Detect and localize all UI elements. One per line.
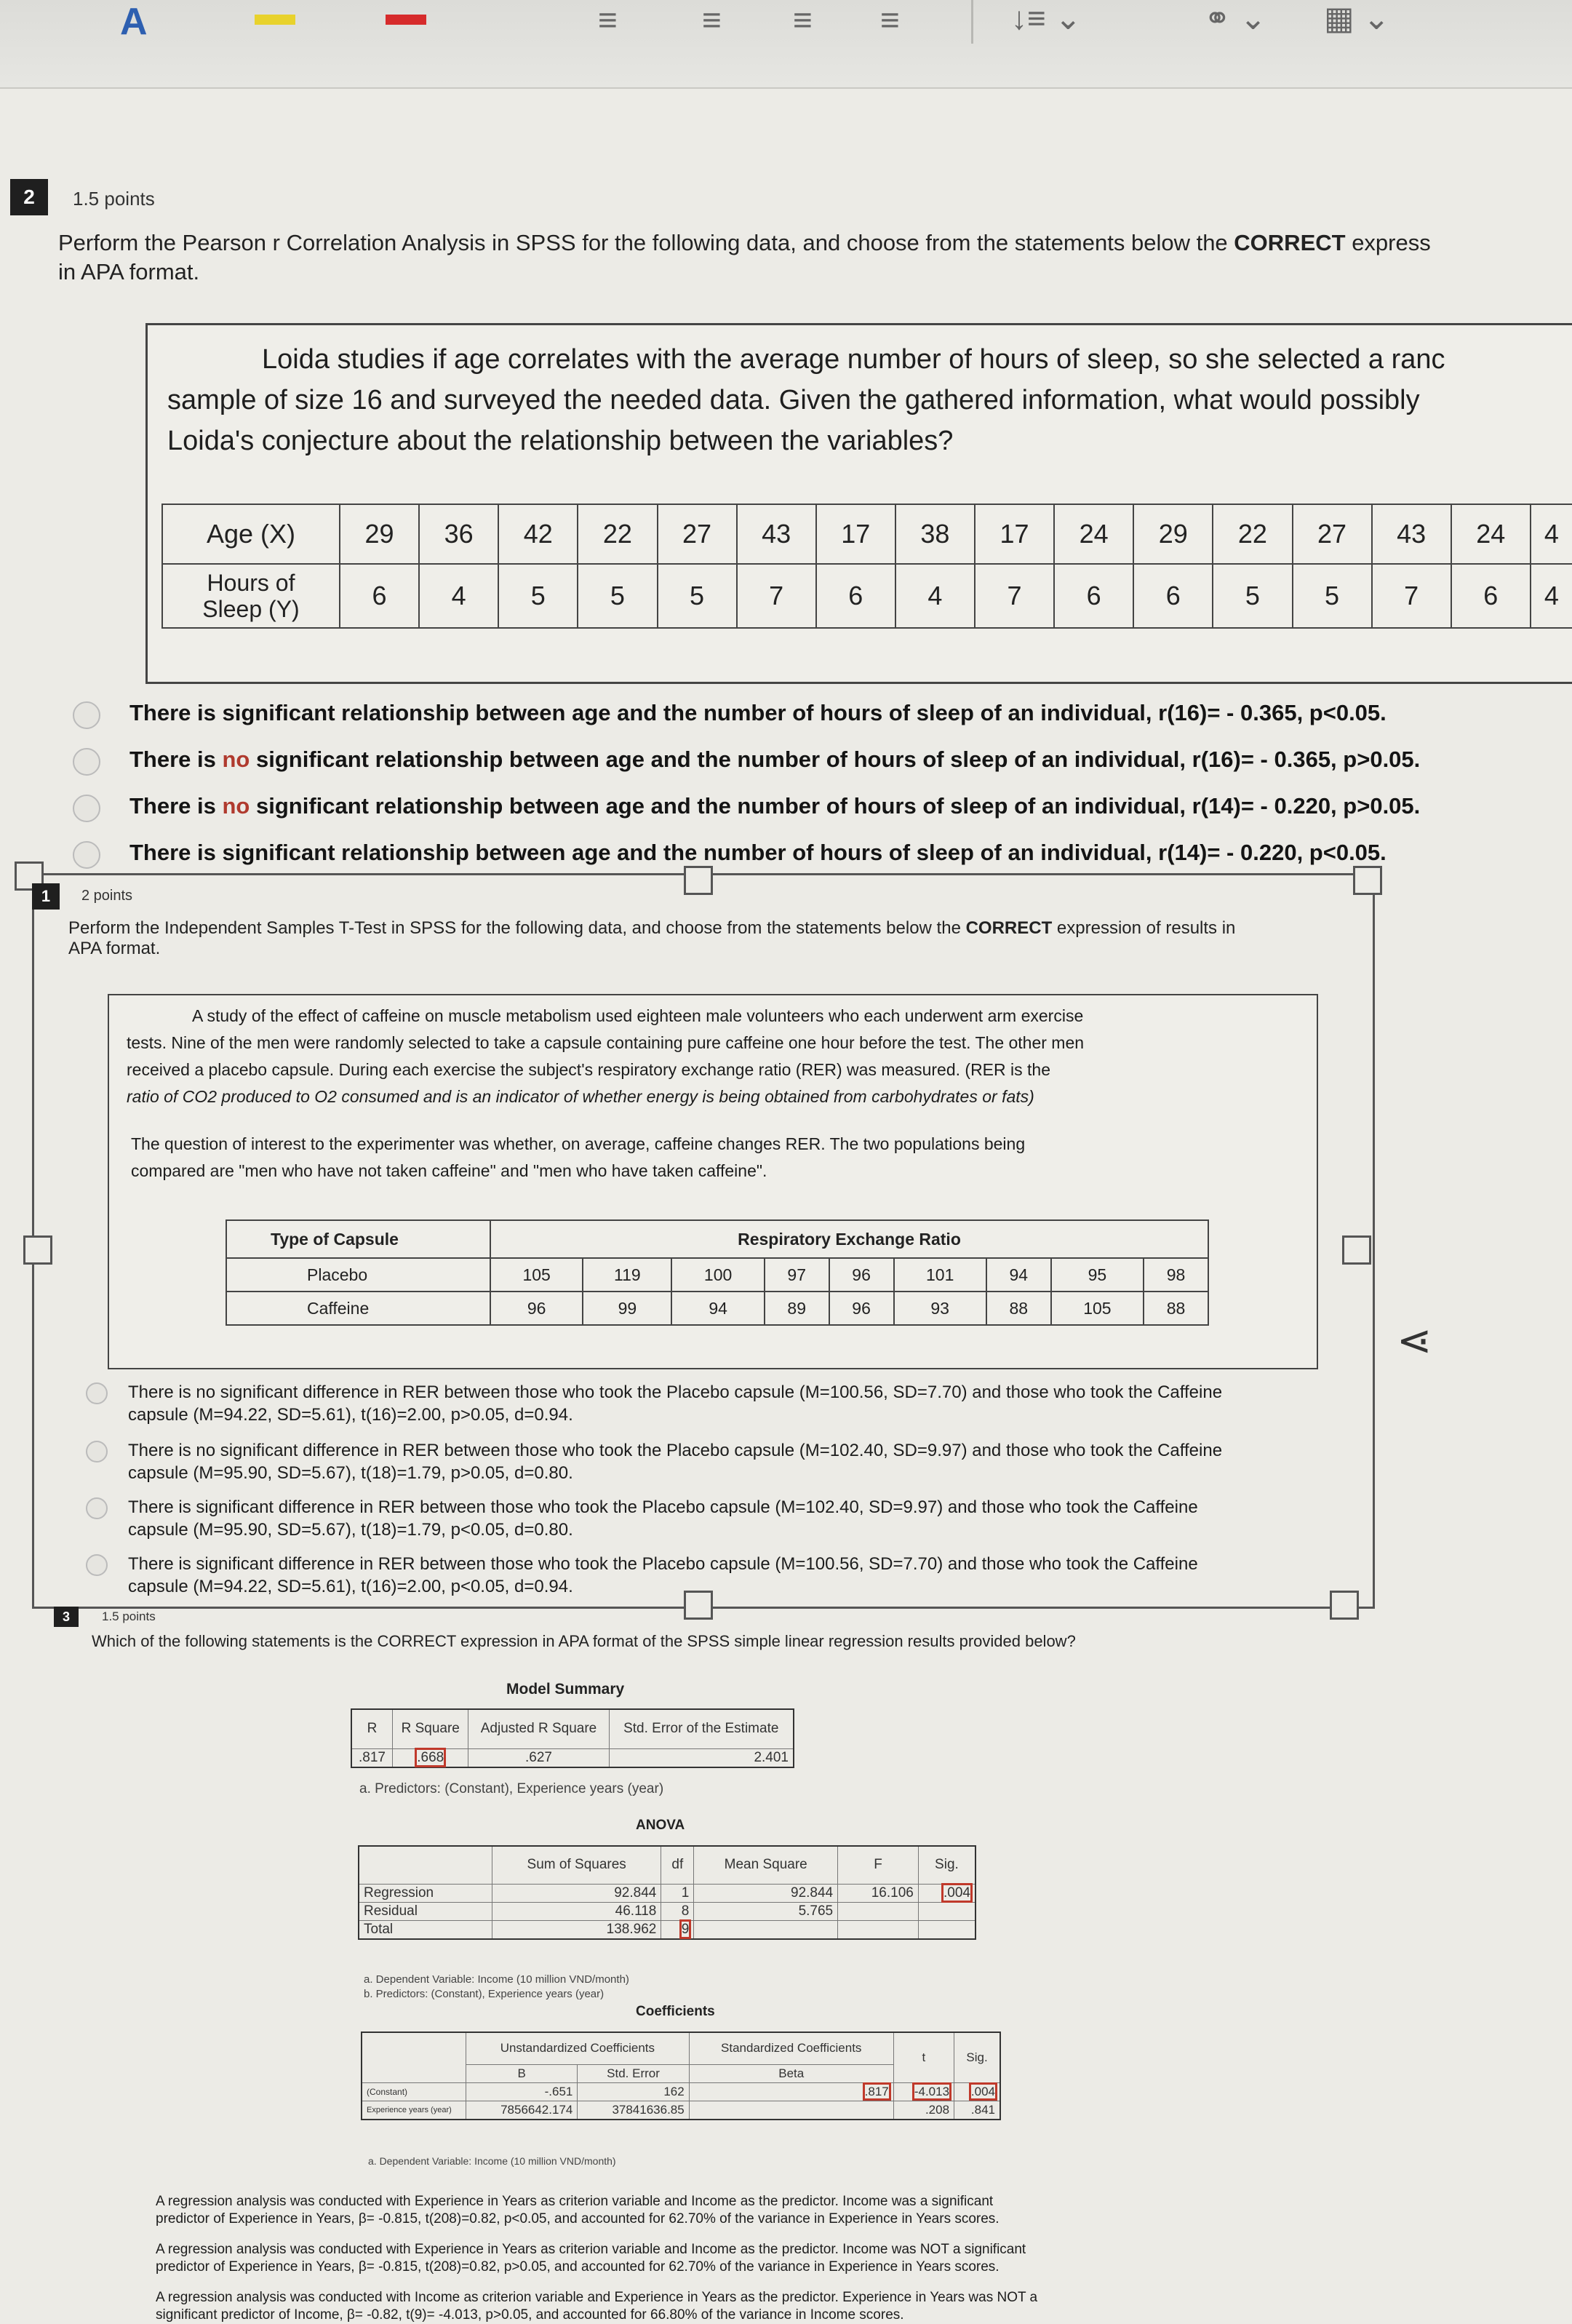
table-cell: 46.118: [492, 1902, 661, 1920]
question-number: 2: [10, 179, 48, 215]
table-row-label: Experience years (year): [362, 2101, 466, 2120]
table-cell: 89: [765, 1292, 829, 1325]
table-cell: 5: [658, 564, 737, 628]
highlighted-cell: .004: [970, 2084, 995, 2098]
table-cell: 4: [1531, 564, 1572, 628]
table-cell: 98: [1144, 1258, 1208, 1292]
table-icon[interactable]: ▦ ⌄: [1324, 1, 1390, 36]
option-text: There is significant relationship between age and the number of hours of sleep of an individual, r(14)= - 0.220, p<0.05.: [129, 840, 1387, 865]
highlighted-cell: -4.013: [914, 2084, 950, 2098]
table-header: [359, 1846, 492, 1884]
table-cell: 95: [1051, 1258, 1144, 1292]
table-cell: 5: [1213, 564, 1292, 628]
highlighted-cell: .004: [943, 1885, 970, 1901]
answer-option[interactable]: [128, 1439, 1222, 1484]
instruction-text-end: expression of results in: [1052, 918, 1236, 938]
table-cell: 94: [671, 1292, 764, 1325]
table-row-label: Placebo: [226, 1258, 490, 1292]
question-passage: [127, 1003, 1305, 1185]
table-footnote: a. Predictors: (Constant), Experience years (year): [359, 1781, 664, 1796]
table-cell: 97: [765, 1258, 829, 1292]
table-cell: 99: [583, 1292, 671, 1325]
table-cell: 4: [895, 564, 975, 628]
table-cell: 96: [829, 1258, 894, 1292]
table-cell: 105: [490, 1258, 583, 1292]
option-line: significant predictor of Income, β= -0.82, t(9)= -4.013, p>0.05, and accounted for 66.80% of the variance in Income scores.: [156, 2307, 904, 2323]
table-cell: 119: [583, 1258, 671, 1292]
answer-option[interactable]: [156, 2193, 1000, 2228]
table-header: Respiratory Exchange Ratio: [490, 1220, 1208, 1258]
option-line: There is significant difference in RER between those who took the Placebo capsule (M=100.56, SD=7.70) and those who took the Caffeine: [128, 1554, 1198, 1574]
table-cell: 36: [419, 504, 498, 564]
table-cell: 43: [737, 504, 816, 564]
option-line: predictor of Experience in Years, β= -0.815, t(208)=0.82, p>0.05, and accounted for 62.70% of the variance in Experience in Years scores.: [156, 2259, 1000, 2275]
highlighted-cell: .668: [417, 1749, 444, 1765]
coefficients-title: Coefficients: [636, 2004, 715, 2019]
table-footnote: a. Dependent Variable: Income (10 million VND/month): [364, 1973, 629, 1986]
answer-option[interactable]: [129, 747, 1420, 773]
table-header: t: [893, 2032, 954, 2082]
instruction-text-line2: APA format.: [68, 939, 161, 958]
table-cell: 16.106: [838, 1884, 919, 1902]
answer-radio[interactable]: [73, 841, 100, 869]
passage-line: Loida studies if age correlates with the average number of hours of sleep, so she selected a ranc: [262, 344, 1445, 375]
resize-handle[interactable]: [1330, 1591, 1359, 1620]
table-cell: 5.765: [694, 1902, 838, 1920]
row-label-line: Hours of: [207, 570, 295, 596]
table-header: Standardized Coefficients: [689, 2032, 893, 2064]
answer-radio[interactable]: [86, 1497, 108, 1519]
toolbar-divider: [971, 0, 973, 44]
question-points: 1.5 points: [102, 1609, 156, 1623]
table-header: Sum of Squares: [492, 1846, 661, 1884]
answer-option[interactable]: [156, 2289, 1037, 2324]
question-instruction: [58, 228, 1571, 287]
anova-table: [358, 1845, 976, 1940]
table-cell: 4: [419, 564, 498, 628]
answer-option[interactable]: [129, 840, 1387, 866]
table-header: Sig.: [954, 2032, 1000, 2082]
option-line: There is no significant difference in RER between those who took the Placebo capsule (M=100.56, SD=7.70) and those who took the Caffeine: [128, 1382, 1223, 1402]
table-cell: 138.962: [492, 1920, 661, 1939]
table-cell: 96: [490, 1292, 583, 1325]
table-footnote: b. Predictors: (Constant), Experience years (year): [364, 1988, 605, 2000]
table-cell: .817: [351, 1748, 393, 1767]
answer-option[interactable]: [128, 1553, 1198, 1598]
passage-line: Loida's conjecture about the relationship between the variables?: [167, 426, 954, 456]
option-line: capsule (M=95.90, SD=5.67), t(18)=1.79, p>0.05, d=0.80.: [128, 1463, 573, 1483]
table-header: B: [466, 2064, 578, 2082]
passage-line: ratio of CO2 produced to O2 consumed and is an indicator of whether energy is being obtained from carbohydrates or fats): [127, 1087, 1034, 1106]
option-text: significant relationship between age and the number of hours of sleep of an individual, r(16)= - 0.365, p>0.05.: [250, 747, 1421, 772]
answer-option[interactable]: [129, 700, 1387, 726]
table-cell: 27: [658, 504, 737, 564]
option-line: capsule (M=94.22, SD=5.61), t(16)=2.00, p>0.05, d=0.94.: [128, 1405, 573, 1425]
passage-line: tests. Nine of the men were randomly selected to take a capsule containing pure caffeine one hour before the test. The other men: [127, 1033, 1085, 1052]
table-cell: 24: [1054, 504, 1133, 564]
passage-line: compared are "men who have not taken caffeine" and "men who have taken caffeine".: [131, 1161, 767, 1180]
align-justify-icon[interactable]: ≡: [880, 1, 900, 39]
option-line: There is no significant difference in RER between those who took the Placebo capsule (M=102.40, SD=9.97) and those who took the Caffeine: [128, 1441, 1223, 1460]
table-cell: 6: [1054, 564, 1133, 628]
table-cell: 88: [1144, 1292, 1208, 1325]
row-label-line: Sleep (Y): [202, 596, 300, 622]
instruction-text: Perform the Independent Samples T-Test in SPSS for the following data, and choose from the statements below the: [68, 918, 966, 938]
option-line: capsule (M=95.90, SD=5.67), t(18)=1.79, p<0.05, d=0.80.: [128, 1520, 573, 1540]
table-header: Std. Error: [578, 2064, 689, 2082]
resize-handle[interactable]: [1353, 866, 1382, 895]
table-cell: .208: [893, 2101, 954, 2120]
table-header: Adjusted R Square: [468, 1709, 609, 1748]
align-left-icon[interactable]: ≡: [598, 1, 618, 39]
table-cell: 96: [829, 1292, 894, 1325]
coefficients-table: [361, 2031, 1001, 2120]
table-row-label: (Constant): [362, 2082, 466, 2101]
table-cell: 29: [340, 504, 419, 564]
table-cell: 7: [1372, 564, 1451, 628]
option-line: capsule (M=94.22, SD=5.61), t(16)=2.00, p<0.05, d=0.94.: [128, 1577, 573, 1596]
table-header: R Square: [393, 1709, 468, 1748]
option-text: There is: [129, 747, 223, 772]
passage-line: received a placebo capsule. During each exercise the subject's respiratory exchange ratio (RER) was measured. (RER is the: [127, 1060, 1050, 1079]
table-header: Type of Capsule: [226, 1220, 490, 1258]
table-cell: 92.844: [492, 1884, 661, 1902]
option-emphasis: no: [222, 747, 250, 772]
table-cell: 7856642.174: [466, 2101, 578, 2120]
table-cell: 6: [1451, 564, 1531, 628]
option-text: significant relationship between age and the number of hours of sleep of an individual, r(14)= - 0.220, p>0.05.: [250, 793, 1421, 819]
table-cell: 7: [737, 564, 816, 628]
align-right-icon[interactable]: ≡: [793, 1, 813, 39]
table-header: Mean Square: [694, 1846, 838, 1884]
age-sleep-table: [161, 504, 1572, 629]
table-cell: [694, 1920, 838, 1939]
table-cell: 101: [894, 1258, 986, 1292]
table-cell: 6: [1133, 564, 1213, 628]
highlighted-cell: 9: [681, 1921, 690, 1937]
option-line: A regression analysis was conducted with Experience in Years as criterion variable and Income as the predictor. Income was a significant: [156, 2194, 994, 2209]
table-cell: 29: [1133, 504, 1213, 564]
table-cell: [689, 2101, 893, 2120]
table-row-label: Total: [359, 1920, 492, 1939]
question-points: 2 points: [81, 888, 133, 904]
question-points: 1.5 points: [73, 188, 155, 210]
resize-handle[interactable]: [23, 1235, 52, 1265]
table-cell: 5: [1293, 564, 1372, 628]
table-cell: 38: [895, 504, 975, 564]
table-cell: 8: [661, 1902, 694, 1920]
resize-handle[interactable]: [684, 866, 713, 895]
model-summary-title: Model Summary: [506, 1681, 625, 1698]
option-emphasis: no: [222, 793, 250, 819]
answer-radio[interactable]: [86, 1441, 108, 1463]
answer-radio[interactable]: [86, 1554, 108, 1576]
table-header: Sig.: [918, 1846, 975, 1884]
answer-option[interactable]: [128, 1496, 1198, 1541]
table-cell: 88: [986, 1292, 1051, 1325]
table-cell: 37841636.85: [578, 2101, 689, 2120]
table-row-label: Age (X): [162, 504, 340, 564]
table-row-label: Regression: [359, 1884, 492, 1902]
table-cell: 4: [1531, 504, 1572, 564]
option-line: A regression analysis was conducted with Income as criterion variable and Experience in Years as the predictor. Experience in Years was NOT a: [156, 2290, 1038, 2305]
instruction-bold: CORRECT: [1234, 230, 1346, 255]
answer-option[interactable]: [156, 2241, 1026, 2276]
rer-table: [226, 1219, 1209, 1326]
table-cell: 24: [1451, 504, 1531, 564]
table-cell: 105: [1051, 1292, 1144, 1325]
passage-line: The question of interest to the experimenter was whether, on average, caffeine changes RER. The two populations being: [131, 1134, 1026, 1153]
instruction-bold: CORRECT: [965, 918, 1053, 938]
table-cell: 100: [671, 1258, 764, 1292]
table-cell: 94: [986, 1258, 1051, 1292]
table-header: df: [661, 1846, 694, 1884]
passage-line: A study of the effect of caffeine on muscle metabolism used eighteen male volunteers who each underwent arm exercise: [192, 1006, 1084, 1025]
instruction-text-line2: in APA format.: [58, 259, 200, 284]
table-cell: 93: [894, 1292, 986, 1325]
answer-radio[interactable]: [73, 795, 100, 822]
table-cell: 5: [498, 564, 578, 628]
highlight-icon[interactable]: [255, 15, 295, 25]
table-row-label: [162, 564, 340, 628]
table-header: [362, 2032, 466, 2082]
table-cell: 92.844: [694, 1884, 838, 1902]
table-cell: 6: [816, 564, 895, 628]
table-cell: 162: [578, 2082, 689, 2101]
font-icon[interactable]: A: [120, 1, 148, 43]
table-cell: -.651: [466, 2082, 578, 2101]
highlighted-cell: .817: [864, 2084, 889, 2098]
editor-toolbar: [0, 0, 1572, 89]
question-instruction: [68, 918, 1363, 959]
question-number: 1: [32, 883, 60, 910]
table-cell: 27: [1293, 504, 1372, 564]
option-line: A regression analysis was conducted with Experience in Years as criterion variable and Income as the predictor. Income was NOT a significant: [156, 2242, 1026, 2257]
option-text: There is significant relationship between age and the number of hours of sleep of an individual, r(16)= - 0.365, p<0.05.: [129, 700, 1387, 725]
table-cell: 6: [340, 564, 419, 628]
answer-radio[interactable]: [86, 1382, 108, 1404]
table-footnote: a. Dependent Variable: Income (10 million VND/month): [368, 2155, 616, 2167]
answer-option[interactable]: [128, 1381, 1222, 1426]
option-line: There is significant difference in RER between those who took the Placebo capsule (M=102.40, SD=9.97) and those who took the Caffeine: [128, 1497, 1198, 1517]
table-cell: 22: [578, 504, 657, 564]
table-header: Std. Error of the Estimate: [609, 1709, 794, 1748]
text-color-icon[interactable]: [386, 15, 426, 25]
answer-radio[interactable]: [73, 748, 100, 776]
passage-line: sample of size 16 and surveyed the needed data. Given the gathered information, what would possibly: [167, 385, 1420, 415]
table-cell: [838, 1902, 919, 1920]
resize-handle[interactable]: [1342, 1235, 1371, 1265]
table-cell: 22: [1213, 504, 1292, 564]
table-cell: 2.401: [609, 1748, 794, 1767]
question-instruction: Which of the following statements is the CORRECT expression in APA format of the SPSS simple linear regression results provided below?: [92, 1632, 1076, 1650]
align-center-icon[interactable]: ≡: [702, 1, 722, 39]
answer-radio[interactable]: [73, 701, 100, 729]
table-header: Beta: [689, 2064, 893, 2082]
table-cell: 17: [975, 504, 1054, 564]
table-header: F: [838, 1846, 919, 1884]
link-icon[interactable]: ⚭ ⌄: [1204, 1, 1266, 36]
option-text: There is: [129, 793, 223, 819]
table-cell: 1: [661, 1884, 694, 1902]
question-number: 3: [54, 1607, 79, 1627]
instruction-text-end: express: [1345, 230, 1431, 255]
anova-title: ANOVA: [636, 1818, 685, 1833]
table-cell: .841: [954, 2101, 1000, 2120]
table-cell: 7: [975, 564, 1054, 628]
sort-list-icon[interactable]: ↓≡ ⌄: [1011, 1, 1082, 36]
table-cell: 5: [578, 564, 657, 628]
table-cell: [918, 1902, 975, 1920]
table-row-label: Residual: [359, 1902, 492, 1920]
option-line: predictor of Experience in Years, β= -0.815, t(208)=0.82, p<0.05, and accounted for 62.70% of the variance in Experience in Years scores.: [156, 2211, 1000, 2226]
text-cursor-icon: ⋖: [1397, 1317, 1432, 1364]
table-cell: [838, 1920, 919, 1939]
table-cell: 17: [816, 504, 895, 564]
table-cell: [918, 1920, 975, 1939]
table-cell: .627: [468, 1748, 609, 1767]
question-passage: [167, 339, 1571, 461]
answer-option[interactable]: [129, 793, 1420, 819]
table-cell: 42: [498, 504, 578, 564]
table-cell: 43: [1372, 504, 1451, 564]
model-summary-table: [351, 1708, 794, 1768]
table-header: Unstandardized Coefficients: [466, 2032, 690, 2064]
table-row-label: Caffeine: [226, 1292, 490, 1325]
table-header: R: [351, 1709, 393, 1748]
instruction-text: Perform the Pearson r Correlation Analysis in SPSS for the following data, and choose from the statements below the: [58, 230, 1234, 255]
